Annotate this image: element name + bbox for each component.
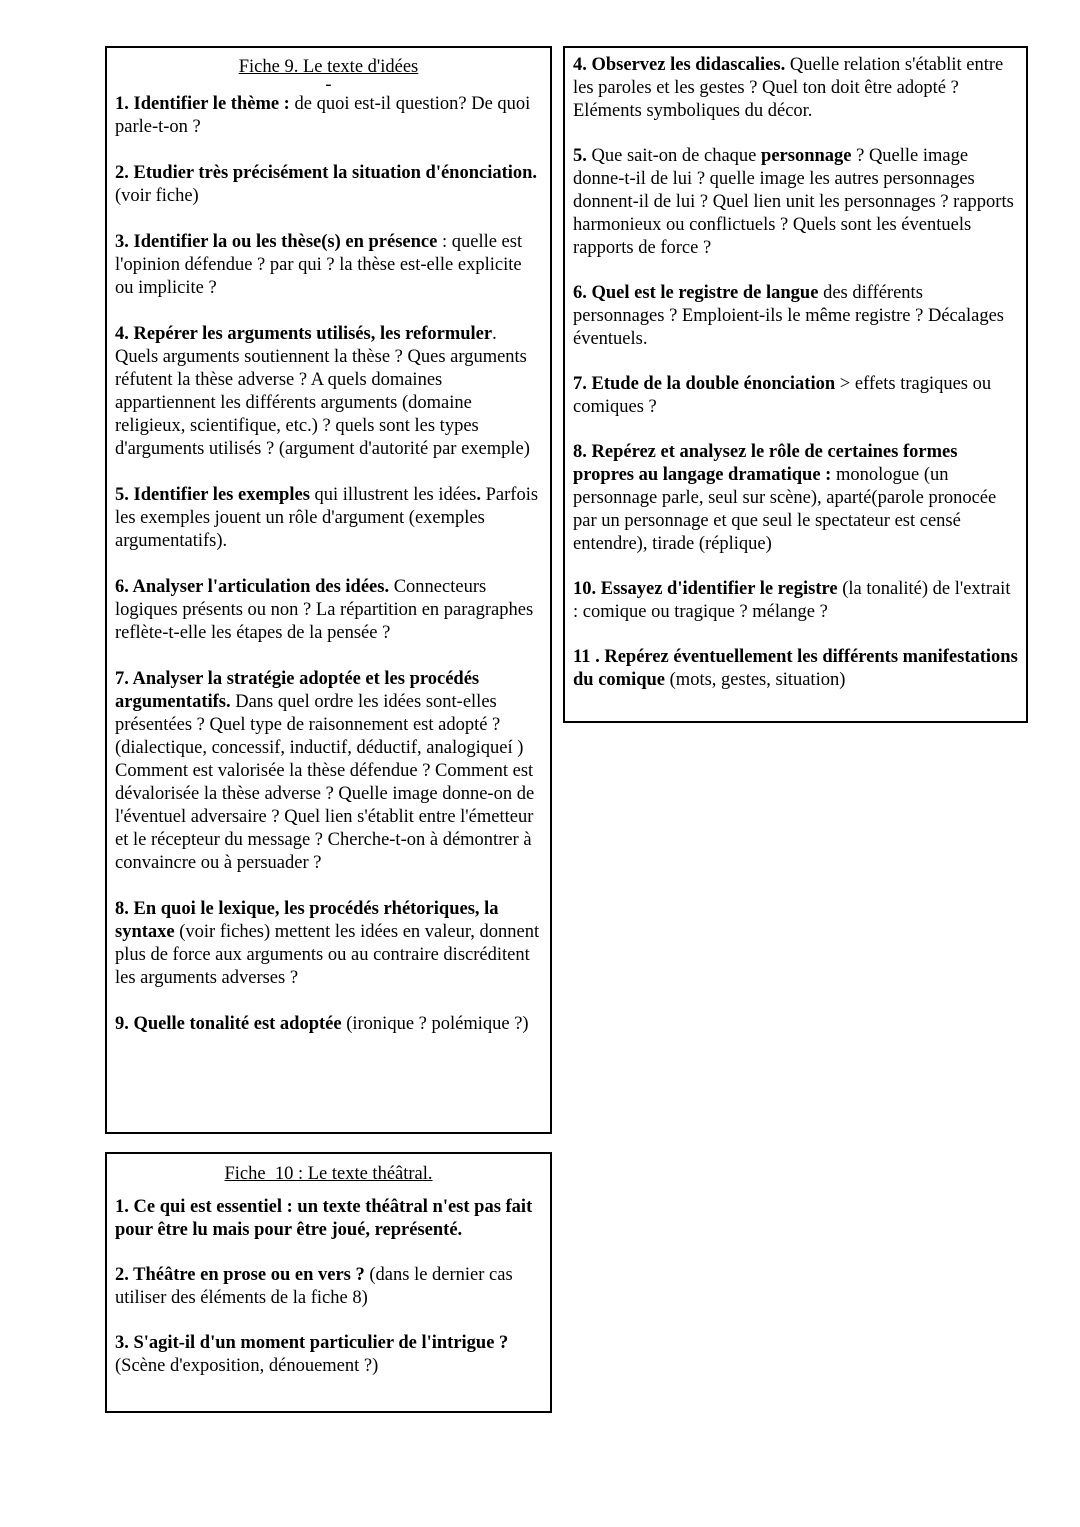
theatre-entry-5 xyxy=(573,145,1018,260)
entry-body: Dans quel ordre les idées sont-elles présentées ? Quel type de raisonnement est adopté ? (dialectique, concessif, inductif, déductif, analogiqueí ) Comment est valorisée la thèse défendue ? Comment est dévalorisée la thèse adverse ? Quelle image donne-on de l'éventuel adversaire ? Quel lien s'établit entre l'émetteur et le récepteur du message ? Cherche-t-on à démontrer à convaincre ou à persuader ? xyxy=(115,692,535,873)
fiche-10-title: Fiche 10 : Le texte théâtral. xyxy=(224,1164,433,1184)
entry-number: 5. xyxy=(115,485,129,505)
entry-bold-mid: personnage xyxy=(761,146,852,166)
fiche-9-entry-8 xyxy=(115,898,542,990)
entry-number: 11 . xyxy=(573,647,600,667)
entry-number: 1. xyxy=(115,1197,129,1217)
fiche-9-entry-1 xyxy=(115,93,542,139)
entry-body: monologue (un personnage parle, seul sur scène), aparté(parole pronocée par un personnage et que seul le spectateur est censé entendre), tirade (réplique) xyxy=(573,465,997,554)
fiche-10-entry-1 xyxy=(115,1196,542,1242)
entry-bold-lead: Théâtre en prose ou en vers ? xyxy=(128,1265,365,1285)
fiche-9-entry-9 xyxy=(115,1013,542,1036)
entry-body: > effets tragiques ou comiques ? xyxy=(573,374,992,417)
entry-body: qui illustrent les idées xyxy=(309,485,477,505)
fiche-9-entry-4 xyxy=(115,323,542,461)
entry-bold-lead: Etudier très précisément la situation d'énonciation. xyxy=(128,163,538,183)
entry-number: 9. xyxy=(115,1014,129,1034)
entry-bold-lead: Analyser l'articulation des idées. xyxy=(128,577,390,597)
fiche-9-entry-2 xyxy=(115,162,542,208)
fiche-10-entry-2 xyxy=(115,1264,542,1310)
entry-body: de quoi est-il question? De quoi parle-t-on ? xyxy=(115,94,531,137)
entry-bold-lead: Identifier les exemples xyxy=(128,485,310,505)
entry-number: 2. xyxy=(115,1265,129,1285)
entry-body: (Scène d'exposition, dénouement ?) xyxy=(115,1356,379,1376)
title-spacer xyxy=(115,1186,542,1196)
entry-body: Connecteurs logiques présents ou non ? La répartition en paragraphes reflète-t-elle les étapes de la pensée ? xyxy=(115,577,534,643)
entry-bold-lead: Analyser la stratégie adoptée et les procédés argumentatifs. xyxy=(115,669,480,712)
entry-number: 1. xyxy=(115,94,129,114)
entry-number: 3. xyxy=(115,232,129,252)
entry-bold-lead: Identifier la ou les thèse(s) en présence xyxy=(128,232,438,252)
theatre-entry-8 xyxy=(573,441,1018,556)
entry-number: 8. xyxy=(115,899,129,919)
fiche-9-box xyxy=(105,46,552,1134)
entry-number: 7. xyxy=(573,374,587,394)
theatre-entry-11 xyxy=(573,646,1018,692)
fiche-9-title: Fiche 9. Le texte d'idées xyxy=(238,57,419,77)
entry-body: . Quels arguments soutiennent la thèse ? Ques arguments réfutent la thèse adverse ? A quels domaines appartiennent les différents arguments (domaine religieux, scientifique, etc.) ? quels sont les types d'arguments utilisés ? (argument d'autorité par exemple) xyxy=(115,324,530,459)
entry-number: 6. xyxy=(573,283,587,303)
entry-number: 3. xyxy=(115,1333,129,1353)
fiche-9-entry-5 xyxy=(115,484,542,553)
entry-bold-lead: Repérez éventuellement les différents manifestations du comique xyxy=(573,647,1018,690)
entry-body: (la tonalité) de l'extrait : comique ou tragique ? mélange ? xyxy=(573,579,1011,622)
entry-bold-lead: Observez les didascalies. xyxy=(586,55,786,75)
entry-number: 10. xyxy=(573,579,597,599)
theatre-entry-7 xyxy=(573,373,1018,419)
fiche-9-entry-6 xyxy=(115,576,542,645)
fiche-10-entry-3 xyxy=(115,1332,542,1378)
entry-bold-lead: S'agit-il d'un moment particulier de l'intrigue ? xyxy=(128,1333,509,1353)
dash-artifact: - xyxy=(325,75,332,95)
entry-number: 4. xyxy=(115,324,129,344)
entry-plain-lead: Que sait-on de chaque xyxy=(586,146,762,166)
entry-body: (dans le dernier cas utiliser des éléments de la fiche 8) xyxy=(115,1265,513,1308)
entry-body: ? Quelle image donne-t-il de lui ? quelle image les autres personnages donnent-il de lui ? Quel lien unit les personnages ? rapports harmonieux ou conflictuels ? Quels sont les éventuels rapports de force ? xyxy=(573,146,1014,258)
entry-body: (ironique ? polémique ?) xyxy=(341,1014,529,1034)
entry-number: 2. xyxy=(115,163,129,183)
entry-bold-lead: Ce qui est essentiel : un texte théâtral n'est pas fait pour être lu mais pour être joué, représenté. xyxy=(115,1197,533,1240)
entry-body: (voir fiche) xyxy=(115,186,199,206)
entry-number: 5. xyxy=(573,146,587,166)
fiche-9-entry-3 xyxy=(115,231,542,300)
entry-bold-tail: . xyxy=(476,485,482,505)
entry-bold-lead: Repérez et analysez le rôle de certaines formes propres au langage dramatique : xyxy=(573,442,958,485)
entry-bold-lead: Identifier le thème : xyxy=(128,94,290,114)
theatre-entry-6 xyxy=(573,282,1018,351)
fiche-10-box xyxy=(105,1152,552,1413)
entry-bold-lead: Etude de la double énonciation xyxy=(586,374,836,394)
entry-number: 8. xyxy=(573,442,587,462)
entry-bold-lead: Quel est le registre de langue xyxy=(586,283,819,303)
entry-body: (voir fiches) mettent les idées en valeur, donnent plus de force aux arguments ou au contraire discréditent les arguments adverses ? xyxy=(115,922,540,988)
theatre-entry-10 xyxy=(573,578,1018,624)
entry-bold-lead: Essayez d'identifier le registre xyxy=(596,579,838,599)
entry-number: 4. xyxy=(573,55,587,75)
theatre-continuation-box xyxy=(563,46,1028,723)
entry-bold-lead: Repérer les arguments utilisés, les reformuler xyxy=(128,324,493,344)
theatre-entry-4 xyxy=(573,54,1018,123)
entry-bold-lead: Quelle tonalité est adoptée xyxy=(128,1014,342,1034)
entry-body: des différents personnages ? Emploient-ils le même registre ? Décalages éventuels. xyxy=(573,283,1004,349)
entry-body: (mots, gestes, situation) xyxy=(665,670,846,690)
entry-number: 7. xyxy=(115,669,129,689)
entry-body-2: Parfois les exemples jouent un rôle d'argument (exemples argumentatifs). xyxy=(115,485,539,551)
entry-body: : quelle est l'opinion défendue ? par qui ? la thèse est-elle explicite ou implicite ? xyxy=(115,232,523,298)
entry-body: Quelle relation s'établit entre les paroles et les gestes ? Quel ton doit être adopté ? Eléments symboliques du décor. xyxy=(573,55,1004,121)
entry-bold-lead: En quoi le lexique, les procédés rhétoriques, la syntaxe xyxy=(115,899,499,942)
fiche-9-entry-7 xyxy=(115,668,542,875)
entry-number: 6. xyxy=(115,577,129,597)
